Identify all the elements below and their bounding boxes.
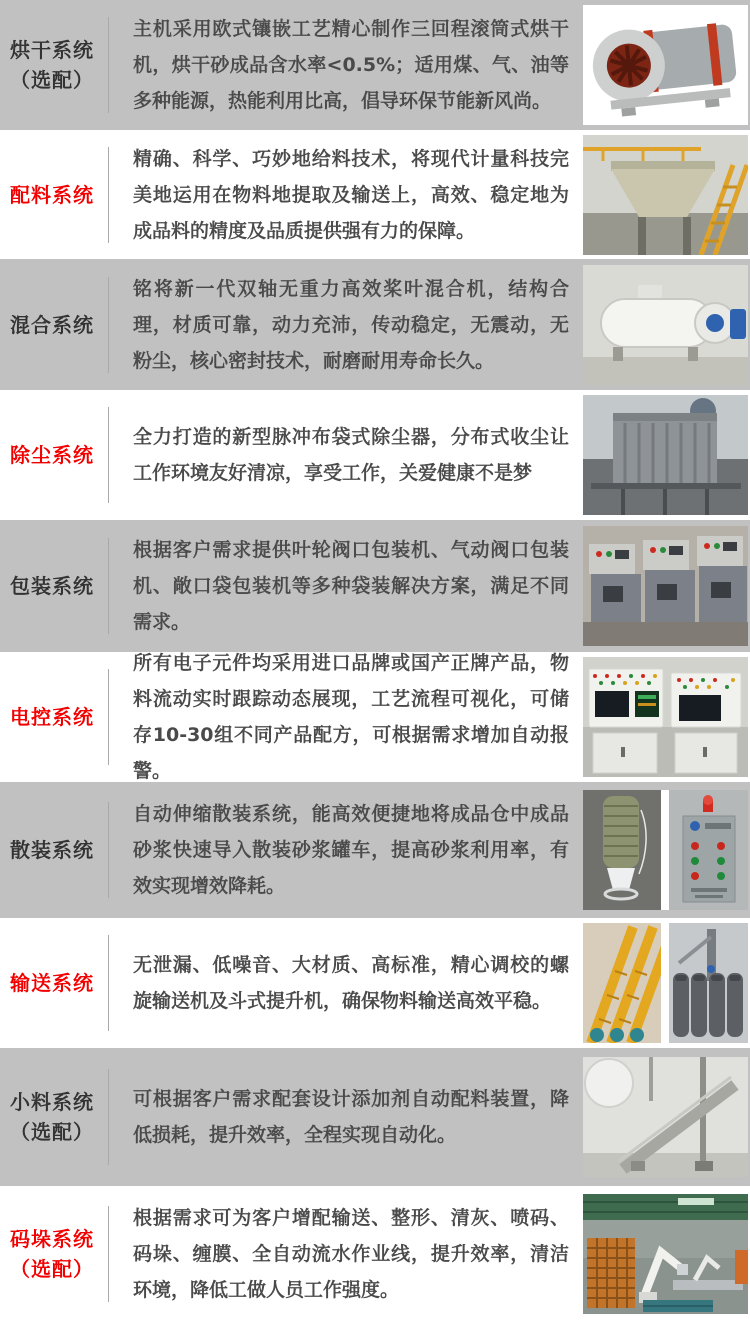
system-description: 无泄漏、低噪音、大材质、高标准，精心调校的螺旋输送机及斗式提升机，确保物料输送高效平稳。	[133, 954, 569, 1012]
label-divider	[108, 538, 109, 634]
system-label-suffix: （选配）	[10, 1120, 94, 1144]
label-divider	[108, 935, 109, 1031]
system-row-dust-removal	[0, 390, 750, 520]
system-description: 自动伸缩散装系统，能高效便捷地将成品仓中成品砂浆快速导入散装砂浆罐车，提高砂浆利用率，有效实现增效降耗。	[133, 803, 569, 897]
system-description: 主机采用欧式镶嵌工艺精心制作三回程滚筒式烘干机，烘干砂成品含水率<0.5%；适用煤、气、油等多种能源，热能利用比高，倡导环保节能新风尚。	[133, 18, 569, 112]
system-description: 精确、科学、巧妙地给料技术，将现代计量科技完美地运用在物料地提取及输送上，高效、稳定地为成品料的精度及品质提供强有力的保障。	[133, 147, 569, 242]
label-divider	[108, 802, 109, 898]
system-row-electric-control	[0, 652, 750, 782]
system-description: 根据客户需求提供叶轮阀口包装机、气动阀口包装机、敞口袋包装机等多种袋装解决方案，满足不同需求。	[133, 539, 569, 633]
label-column	[0, 180, 108, 210]
system-description: 可根据客户需求配套设计添加剂自动配料装置，降低损耗，提升效率，全程实现自动化。	[133, 1088, 569, 1146]
photo-packing-system	[583, 526, 748, 646]
system-label: 码垛系统	[10, 1226, 94, 1251]
system-label: 烘干系统	[10, 38, 94, 62]
label-column	[0, 968, 108, 998]
system-label: 电控系统	[10, 705, 94, 729]
system-row-batching	[0, 130, 750, 259]
photo-conveying-system	[583, 923, 748, 1043]
system-row-drying	[0, 0, 750, 130]
label-divider	[108, 407, 109, 503]
label-divider	[108, 1206, 109, 1302]
system-description: 全力打造的新型脉冲布袋式除尘器，分布式收尘让工作环境友好清凉，享受工作，关爱健康不是梦	[133, 426, 569, 484]
system-label: 小料系统	[10, 1090, 94, 1114]
system-label: 包装系统	[10, 574, 94, 598]
label-column	[0, 571, 108, 601]
photo-electric-control-system	[583, 657, 748, 777]
label-column	[0, 35, 108, 95]
system-row-palletizing	[0, 1186, 750, 1321]
label-column	[0, 835, 108, 865]
system-label: 除尘系统	[10, 443, 94, 467]
label-divider	[108, 147, 109, 243]
system-row-conveying	[0, 918, 750, 1048]
photo-dust-removal-system	[583, 395, 748, 515]
photo-additive-system	[583, 1057, 748, 1177]
system-description: 根据需求可为客户增配输送、整形、清灰、喷码、码垛、缠膜、全自动流水作业线，提升效率，清洁环境，降低工做人员工作强度。	[133, 1206, 569, 1301]
system-label: 散装系统	[10, 838, 94, 862]
system-label: 配料系统	[10, 182, 94, 207]
label-column	[0, 702, 108, 732]
system-label-suffix: （选配）	[10, 1256, 94, 1281]
label-divider	[108, 17, 109, 113]
photo-mixing-system	[583, 265, 748, 385]
photo-palletizing-system	[583, 1194, 748, 1314]
label-divider	[108, 277, 109, 373]
label-column	[0, 440, 108, 470]
label-column	[0, 310, 108, 340]
label-column	[0, 1224, 108, 1284]
label-column	[0, 1087, 108, 1147]
system-label-suffix: （选配）	[10, 68, 94, 92]
photo-drying-system	[583, 5, 748, 125]
system-row-bulk-loading	[0, 782, 750, 918]
photo-batching-system	[583, 135, 748, 255]
system-row-mixing	[0, 259, 750, 390]
system-row-additive	[0, 1048, 750, 1186]
system-row-packing	[0, 520, 750, 652]
photo-bulk-loading-system	[583, 790, 748, 910]
label-divider	[108, 669, 109, 765]
system-label: 输送系统	[10, 971, 94, 995]
system-description: 铭将新一代双轴无重力高效桨叶混合机，结构合理，材质可靠，动力充沛，传动稳定，无震动，无粉尘，核心密封技术，耐磨耐用寿命长久。	[133, 277, 569, 372]
system-label: 混合系统	[10, 312, 94, 337]
label-divider	[108, 1069, 109, 1165]
system-description: 所有电子元件均采用进口品牌或国产正牌产品，物料流动实时跟踪动态展现，工艺流程可视化，可储存10-30组不同产品配方，可根据需求增加自动报警。	[133, 652, 569, 782]
